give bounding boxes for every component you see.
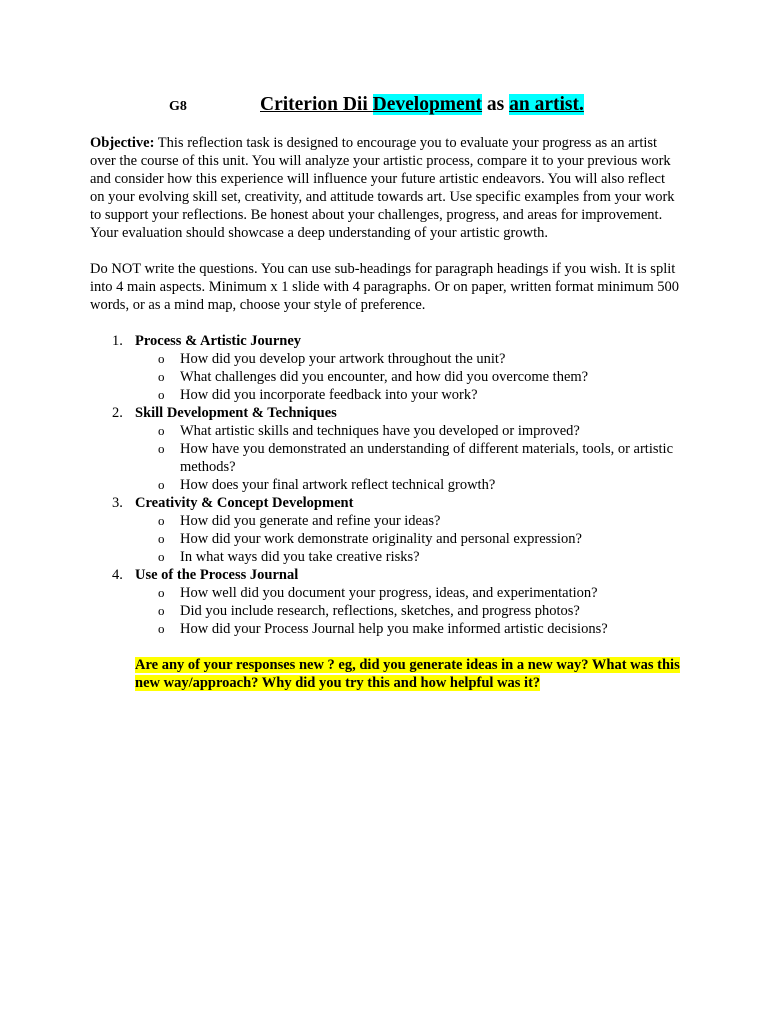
question-item — [135, 386, 680, 404]
title-criterion: Criterion Dii — [260, 94, 373, 115]
question-item — [135, 602, 680, 620]
aspect-number: 3. — [112, 495, 123, 511]
bullet-icon: o — [158, 477, 165, 492]
question-list — [135, 422, 680, 494]
aspect-title: Use of the Process Journal — [135, 567, 299, 583]
question-list — [135, 512, 680, 566]
bullet-icon: o — [158, 621, 165, 636]
question-item — [135, 476, 680, 494]
aspect-item — [90, 566, 680, 638]
question-item — [135, 620, 680, 638]
closing-question-highlight: Are any of your responses new ? eg, did you generate ideas in a new way? What was this new way/approach? Why did you try this and how helpful was it? — [135, 657, 680, 691]
question-item — [135, 422, 680, 440]
closing-question-paragraph — [135, 656, 680, 692]
question-text: Did you include research, reflections, sketches, and progress photos? — [180, 603, 580, 619]
document-title — [260, 92, 584, 118]
grade-label: G8 — [169, 99, 187, 114]
aspect-title: Skill Development & Techniques — [135, 405, 337, 421]
bullet-icon: o — [158, 603, 165, 618]
question-text: How did your work demonstrate originality and personal expression? — [180, 531, 582, 547]
question-item — [135, 350, 680, 368]
objective-paragraph — [90, 134, 680, 242]
objective-text: This reflection task is designed to encourage you to evaluate your progress as an artist over the course of this unit. You will analyze your artistic process, compare it to your previous work and consider how this experience will influence your future artistic endeavors. You will also reflect on your evolving skill set, creativity, and attitude towards art. Use specific examples from your work to support your reflections. Be honest about your challenges, progress, and areas for improvement. Your evaluation should showcase a deep understanding of your artistic growth. — [90, 135, 675, 241]
bullet-icon: o — [158, 585, 165, 600]
bullet-icon: o — [158, 531, 165, 546]
bullet-icon: o — [158, 369, 165, 384]
document-body — [90, 134, 680, 692]
question-item — [135, 548, 680, 566]
question-item — [135, 512, 680, 530]
aspect-title: Process & Artistic Journey — [135, 333, 302, 349]
aspects-list — [90, 332, 680, 638]
bullet-icon: o — [158, 513, 165, 528]
bullet-icon: o — [158, 441, 165, 456]
question-text: How well did you document your progress, ideas, and experimentation? — [180, 585, 598, 601]
bullet-icon: o — [158, 387, 165, 402]
question-text: What artistic skills and techniques have you developed or improved? — [180, 423, 580, 439]
document-header — [0, 92, 768, 120]
question-text: How have you demonstrated an understanding of different materials, tools, or artistic methods? — [180, 441, 673, 475]
aspect-item — [90, 332, 680, 404]
question-text: What challenges did you encounter, and how did you overcome them? — [180, 369, 589, 385]
aspect-number: 2. — [112, 405, 123, 421]
objective-label: Objective: — [90, 135, 155, 151]
bullet-icon: o — [158, 423, 165, 438]
instructions-paragraph: Do NOT write the questions. You can use sub-headings for paragraph headings if you wish. It is split into 4 main aspects. Minimum x 1 slide with 4 paragraphs. Or on paper, written format minimum 500 words, or as a mind map, choose your style of preference. — [90, 261, 679, 313]
question-item — [135, 368, 680, 386]
question-list — [135, 584, 680, 638]
question-text: How did you incorporate feedback into your work? — [180, 387, 478, 403]
title-as: as — [482, 94, 510, 115]
question-text: How does your final artwork reflect technical growth? — [180, 477, 496, 493]
question-item — [135, 440, 680, 476]
title-an-artist-highlight: an artist. — [509, 94, 584, 115]
question-text: How did you generate and refine your ideas? — [180, 513, 441, 529]
aspect-number: 1. — [112, 333, 123, 349]
question-text: In what ways did you take creative risks? — [180, 549, 420, 565]
title-development-highlight: Development — [372, 94, 483, 115]
aspect-item — [90, 494, 680, 566]
question-item — [135, 584, 680, 602]
bullet-icon: o — [158, 549, 165, 564]
question-text: How did your Process Journal help you make informed artistic decisions? — [180, 621, 608, 637]
aspect-item — [90, 404, 680, 494]
question-item — [135, 530, 680, 548]
bullet-icon: o — [158, 351, 165, 366]
question-text: How did you develop your artwork throughout the unit? — [180, 351, 506, 367]
question-list — [135, 350, 680, 404]
aspect-title: Creativity & Concept Development — [135, 495, 354, 511]
aspect-number: 4. — [112, 567, 123, 583]
